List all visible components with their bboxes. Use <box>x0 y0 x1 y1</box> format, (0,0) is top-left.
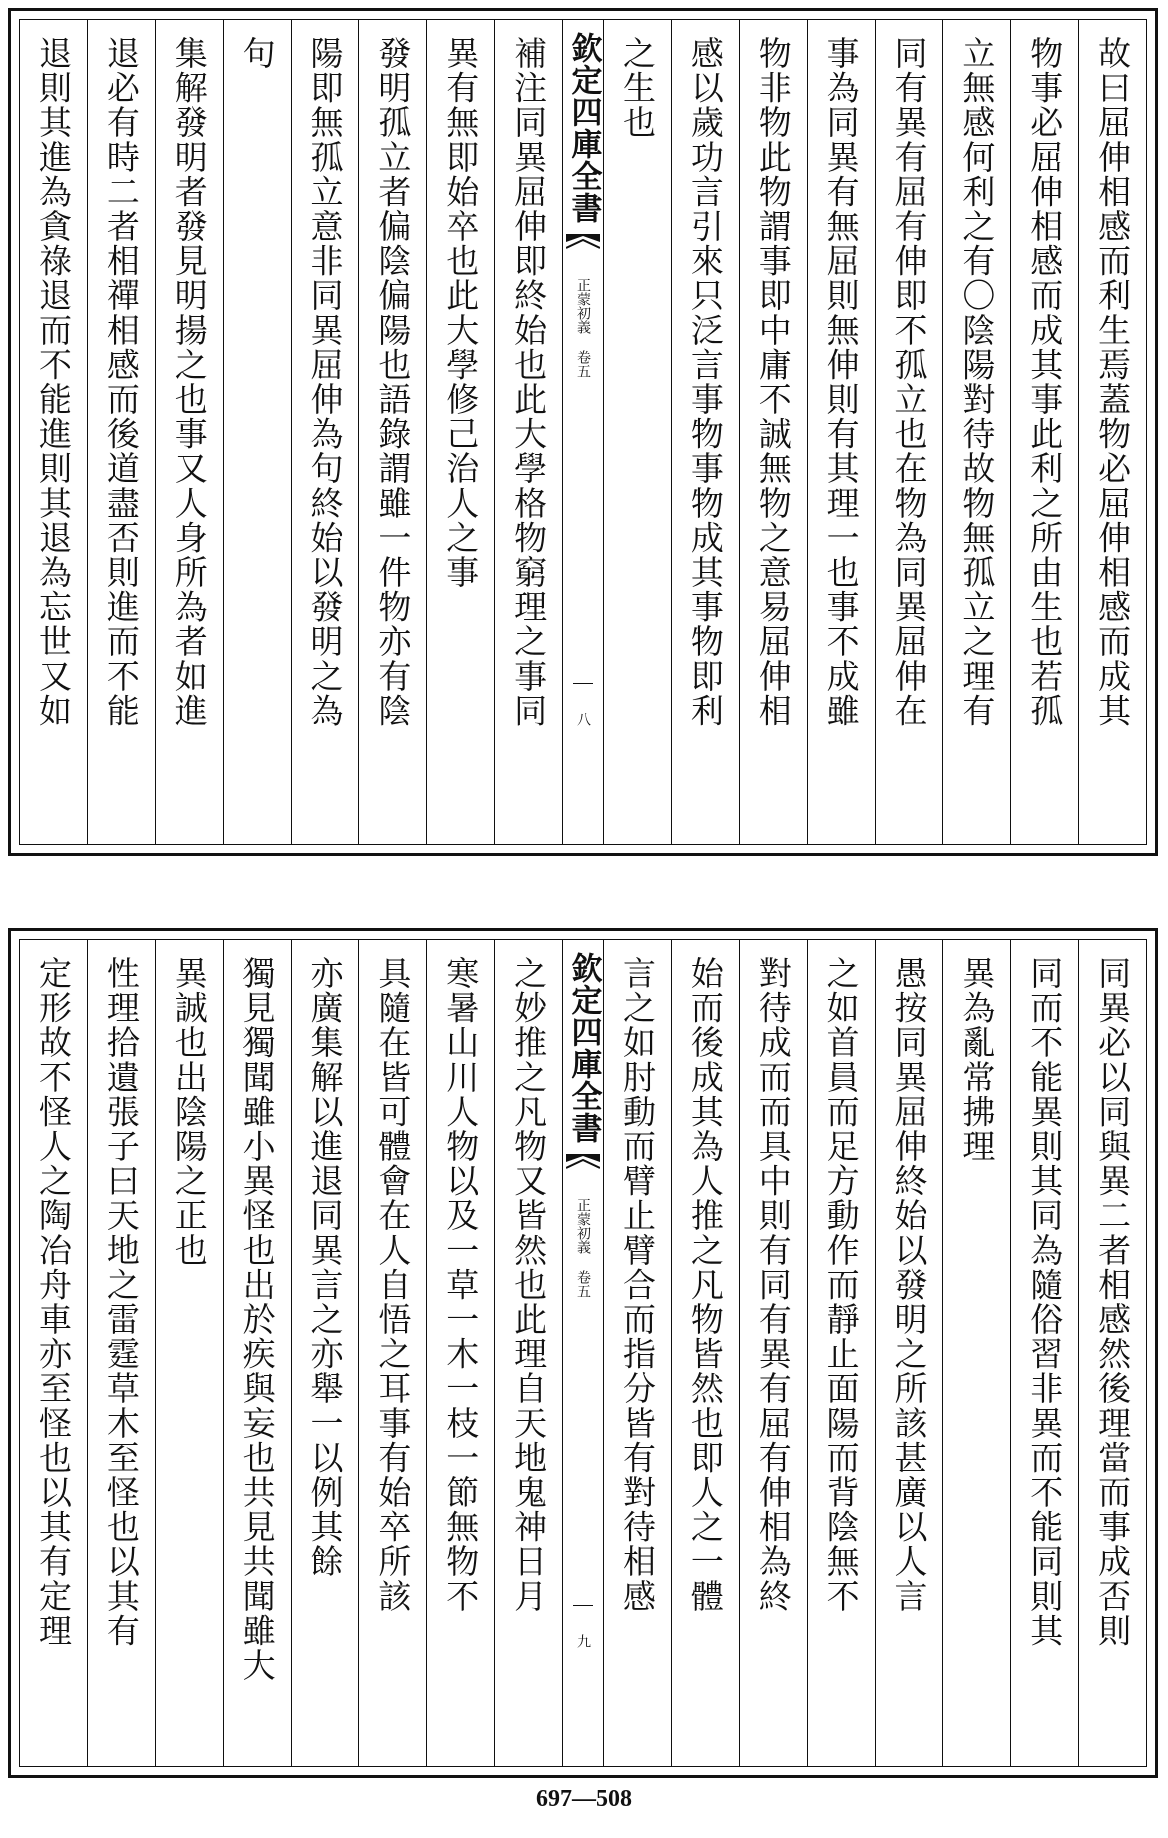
text-column <box>223 940 291 1766</box>
page-bottom <box>8 928 1158 1778</box>
text-column <box>875 940 943 1766</box>
column-text: 補注同異屈伸即終始也此大學格物窮理之事同 <box>509 36 549 728</box>
text-column <box>603 940 671 1766</box>
text-column <box>603 20 671 844</box>
text-column <box>807 20 875 844</box>
column-text: 句 <box>237 36 277 71</box>
column-text: 始而後成其為人推之凡物皆然也即人之一體 <box>685 956 725 1614</box>
text-column <box>807 940 875 1766</box>
column-text: 故曰屈伸相感而利生焉蓋物必屈伸相感而成其 <box>1093 36 1133 728</box>
column-text: 異為亂常拂理 <box>957 956 997 1164</box>
page-rule <box>573 1605 593 1606</box>
text-column <box>875 20 943 844</box>
column-text: 性理拾遺張子曰天地之雷霆草木至怪也以其有 <box>101 956 141 1648</box>
text-column <box>358 20 426 844</box>
page-number: 九 <box>575 1634 591 1648</box>
text-column <box>223 20 291 844</box>
column-text: 之生也 <box>617 36 657 140</box>
text-column <box>155 20 223 844</box>
column-text: 陽即無孤立意非同異屈伸為句終始以發明之為 <box>305 36 345 728</box>
column-text: 亦廣集解以進退同異言之亦舉一以例其餘 <box>305 956 345 1579</box>
column-text: 之妙推之凡物又皆然也此理自天地鬼神日月 <box>509 956 549 1614</box>
column-text: 立無感何利之有〇陰陽對待故物無孤立之理有 <box>957 36 997 728</box>
text-column <box>1078 20 1146 844</box>
text-column <box>87 940 155 1766</box>
text-column <box>426 940 494 1766</box>
column-text: 發明孤立者偏陰偏陽也語錄謂雖一件物亦有陰 <box>373 36 413 728</box>
text-column <box>1010 940 1078 1766</box>
text-column <box>291 20 359 844</box>
page-top <box>8 8 1158 856</box>
text-column <box>1078 940 1146 1766</box>
text-column <box>942 940 1010 1766</box>
column-text: 同而不能異則其同為隨俗習非異而不能同則其 <box>1025 956 1065 1648</box>
text-column <box>426 20 494 844</box>
text-column <box>1010 20 1078 844</box>
text-column <box>20 940 87 1766</box>
column-text: 定形故不怪人之陶冶舟車亦至怪也以其有定理 <box>33 956 73 1648</box>
column-text: 具隨在皆可體會在人自悟之耳事有始卒所該 <box>373 956 413 1614</box>
page-number: 八 <box>575 712 591 726</box>
column-text: 集解發明者發見明揚之也事又人身所為者如進 <box>169 36 209 728</box>
collection-title: 欽定四庫全書 <box>565 952 602 1144</box>
column-text: 之如首員而足方動作而靜止面陽而背陰無不 <box>821 956 861 1614</box>
fishtail-mark-icon <box>566 234 600 256</box>
fishtail-mark-icon <box>566 1154 600 1176</box>
page-rule <box>573 683 593 684</box>
collection-title: 欽定四庫全書 <box>565 32 602 224</box>
column-text: 獨見獨聞雖小異怪也出於疾與妄也共見共聞雖大 <box>237 956 277 1683</box>
column-text: 對待成而而具中則有同有異有屈有伸相為終 <box>753 956 793 1614</box>
column-text: 感以歲功言引來只泛言事物事物成其事物即利 <box>685 36 725 728</box>
text-column <box>291 940 359 1766</box>
center-fold <box>562 20 603 844</box>
column-text: 物非物此物謂事即中庸不誠無物之意易屈伸相 <box>753 36 793 728</box>
text-column <box>494 20 562 844</box>
text-column <box>671 20 739 844</box>
column-text: 物事必屈伸相感而成其事此利之所由生也若孤 <box>1025 36 1065 728</box>
text-column <box>155 940 223 1766</box>
text-column <box>671 940 739 1766</box>
column-text: 事為同異有無屈則無伸則有其理一也事不成雖 <box>821 36 861 728</box>
center-fold <box>562 940 603 1766</box>
column-text: 退則其進為貪祿退而不能進則其退為忘世又如 <box>33 36 73 728</box>
volume-label: 正蒙初義 卷五 <box>575 1198 591 1298</box>
column-text: 愚按同異屈伸終始以發明之所該甚廣以人言 <box>889 956 929 1614</box>
text-column <box>739 940 807 1766</box>
column-text: 異誠也出陰陽之正也 <box>169 956 209 1268</box>
text-column <box>20 20 87 844</box>
column-text: 寒暑山川人物以及一草一木一枝一節無物不 <box>441 956 481 1614</box>
column-text: 異有無即始卒也此大學修己治人之事 <box>441 36 481 590</box>
text-column <box>942 20 1010 844</box>
text-column <box>739 20 807 844</box>
page-top-frame <box>19 19 1147 845</box>
volume-label: 正蒙初義 卷五 <box>575 278 591 378</box>
folio-number: 697—508 <box>536 1786 632 1812</box>
column-text: 同異必以同與異二者相感然後理當而事成否則 <box>1093 956 1133 1648</box>
column-text: 退必有時二者相禪相感而後道盡否則進而不能 <box>101 36 141 728</box>
text-column <box>87 20 155 844</box>
column-text: 同有異有屈有伸即不孤立也在物為同異屈伸在 <box>889 36 929 728</box>
text-column <box>358 940 426 1766</box>
page-bottom-frame <box>19 939 1147 1767</box>
text-column <box>494 940 562 1766</box>
column-text: 言之如肘動而臂止臂合而指分皆有對待相感 <box>617 956 657 1614</box>
